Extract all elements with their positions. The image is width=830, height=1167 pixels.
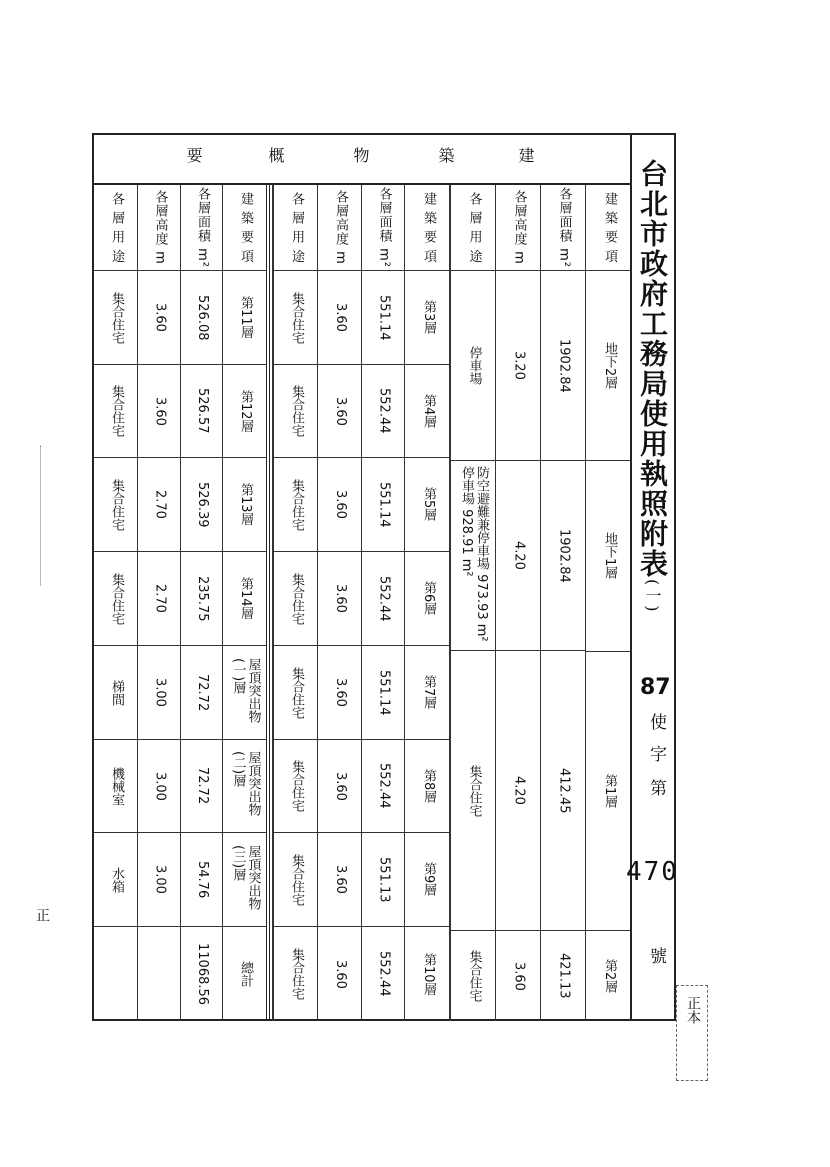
row-use bbox=[450, 185, 495, 1021]
cell: 第14層 bbox=[237, 577, 253, 620]
margin-mark: 正 bbox=[34, 908, 50, 922]
label-height: 各層高度 m bbox=[511, 190, 527, 265]
cell: 機械室 bbox=[108, 766, 124, 806]
cell: 551.14 bbox=[376, 669, 392, 716]
cell: 4.20 bbox=[511, 541, 527, 570]
cell: 集合住宅 bbox=[288, 948, 304, 1000]
cell: 水箱 bbox=[108, 866, 124, 893]
row-area bbox=[180, 185, 222, 1021]
cell: 屋頂突出物(二)層 bbox=[230, 751, 261, 816]
cell: 235.75 bbox=[194, 575, 210, 622]
cell: 3.60 bbox=[332, 865, 348, 894]
cell: 552.44 bbox=[376, 951, 392, 997]
cell: 3.20 bbox=[511, 351, 527, 380]
permit-number: 470 bbox=[626, 857, 679, 887]
cell: 地下1層 bbox=[601, 532, 617, 580]
cell: 3.60 bbox=[152, 303, 168, 332]
cell: 551.13 bbox=[376, 856, 392, 903]
section-char: 建 bbox=[516, 147, 535, 163]
cell: 第11層 bbox=[237, 296, 253, 339]
cell: 第10層 bbox=[420, 952, 436, 996]
row-height bbox=[495, 185, 540, 1021]
cell: 551.14 bbox=[376, 294, 392, 341]
label-item: 建 築 要 項 bbox=[601, 191, 617, 264]
row-item bbox=[222, 185, 266, 1021]
row-height bbox=[317, 185, 361, 1021]
cell: 3.60 bbox=[332, 490, 348, 519]
cell: 11068.56 bbox=[194, 942, 210, 1006]
section-char: 要 bbox=[184, 147, 203, 163]
cell: 551.14 bbox=[376, 481, 392, 528]
double-divider bbox=[266, 185, 270, 1021]
cell: 2.70 bbox=[152, 584, 168, 613]
cell: 421.13 bbox=[556, 953, 572, 999]
label-use: 各 層 用 途 bbox=[288, 191, 304, 264]
cell: 停車場 bbox=[466, 346, 482, 385]
cell: 第12層 bbox=[237, 389, 253, 433]
cell: 第3層 bbox=[420, 300, 436, 335]
cell: 72.72 bbox=[194, 767, 210, 805]
permit-zi: 字 bbox=[646, 745, 666, 762]
cell: 3.60 bbox=[332, 678, 348, 707]
cell: 集合住宅 bbox=[108, 572, 124, 625]
cell: 第9層 bbox=[420, 862, 436, 897]
label-area: 各層面積 m² bbox=[194, 186, 210, 268]
cell: 1902.84 bbox=[556, 528, 572, 583]
cell: 3.00 bbox=[152, 771, 168, 801]
table-block-2 bbox=[272, 185, 449, 1021]
label-item: 建 築 要 項 bbox=[237, 191, 253, 264]
row-area bbox=[540, 185, 585, 1021]
cell: 3.60 bbox=[152, 396, 168, 426]
cell: 54.76 bbox=[194, 860, 210, 899]
cell: 屋頂突出物(三)層 bbox=[230, 844, 261, 910]
cell: 第6層 bbox=[420, 581, 436, 616]
cell: 552.44 bbox=[376, 575, 392, 622]
stamp-text: 正本 bbox=[685, 996, 701, 1024]
cell: 3.60 bbox=[332, 771, 348, 801]
cell: 總計 bbox=[237, 961, 253, 987]
cell: 3.60 bbox=[332, 303, 348, 332]
permit-shi: 使 bbox=[646, 713, 666, 730]
cell: 2.70 bbox=[152, 490, 168, 519]
cell: 1902.84 bbox=[556, 338, 572, 393]
label-height: 各層高度 m bbox=[332, 190, 348, 265]
seal-stamp bbox=[676, 985, 708, 1081]
table-block-1 bbox=[449, 185, 630, 1021]
cell: 集合住宅 bbox=[466, 950, 482, 1002]
cell: 集合住宅 bbox=[288, 853, 304, 906]
cell: 3.60 bbox=[511, 961, 527, 991]
cell: 集合住宅 bbox=[108, 385, 124, 437]
cell: 第5層 bbox=[420, 487, 436, 522]
row-item bbox=[404, 185, 450, 1021]
label-area: 各層面積 m² bbox=[556, 186, 572, 268]
cell: 3.00 bbox=[152, 865, 168, 894]
cell: 集合住宅 bbox=[466, 764, 482, 817]
permit-hao: 號 bbox=[646, 947, 666, 964]
cell: 412.45 bbox=[556, 767, 572, 814]
row-height bbox=[137, 185, 180, 1021]
cell: 集合住宅 bbox=[288, 291, 304, 344]
cell: 第8層 bbox=[420, 768, 436, 804]
row-item bbox=[585, 185, 631, 1021]
section-char: 概 bbox=[266, 147, 285, 163]
row-area bbox=[361, 185, 404, 1021]
cell: 屋頂突出物(一)層 bbox=[230, 657, 261, 723]
table-block-3 bbox=[94, 185, 266, 1021]
label-use: 各 層 用 途 bbox=[466, 191, 482, 264]
section-char: 物 bbox=[351, 147, 370, 163]
cell: 526.39 bbox=[194, 481, 210, 528]
cell: 3.00 bbox=[152, 678, 168, 707]
title-strip bbox=[626, 135, 679, 1019]
cell: 3.60 bbox=[332, 584, 348, 613]
label-height: 各層高度 m bbox=[152, 190, 168, 265]
cell: 3.60 bbox=[332, 959, 348, 989]
cell: 72.72 bbox=[194, 673, 210, 712]
permit-table-sheet bbox=[92, 133, 679, 1021]
cell: 526.57 bbox=[194, 388, 210, 434]
cell: 集合住宅 bbox=[288, 478, 304, 531]
section-char: 築 bbox=[436, 147, 455, 163]
cell: 第4層 bbox=[420, 393, 436, 429]
cell: 地下2層 bbox=[601, 341, 617, 390]
cell: 集合住宅 bbox=[288, 760, 304, 812]
cell: 集合住宅 bbox=[288, 385, 304, 437]
cell: 3.60 bbox=[332, 396, 348, 426]
cell: 梯間 bbox=[108, 679, 124, 706]
cell: 防空避難兼停車場 973.93 m² 停車場 928.91 m² bbox=[459, 465, 489, 642]
row-use bbox=[273, 185, 317, 1021]
document-title bbox=[636, 159, 672, 613]
section-heading bbox=[94, 135, 630, 185]
permit-prefix: 87 bbox=[640, 675, 671, 700]
cell: 集合住宅 bbox=[108, 291, 124, 344]
cell: 集合住宅 bbox=[288, 572, 304, 625]
label-use: 各 層 用 途 bbox=[108, 191, 124, 264]
cell: 第13層 bbox=[237, 483, 253, 526]
cell: 552.44 bbox=[376, 388, 392, 434]
cell: 集合住宅 bbox=[108, 478, 124, 531]
label-item: 建 築 要 項 bbox=[420, 191, 436, 264]
cell: 552.44 bbox=[376, 763, 392, 809]
cell: 第1層 bbox=[601, 773, 617, 809]
cell: 集合住宅 bbox=[288, 666, 304, 719]
permit-di: 第 bbox=[646, 779, 666, 796]
cell: 第7層 bbox=[420, 675, 436, 710]
cell: 第2層 bbox=[601, 958, 617, 994]
label-area: 各層面積 m² bbox=[376, 186, 392, 268]
cell: 4.20 bbox=[511, 776, 527, 805]
cell: 526.08 bbox=[194, 294, 210, 341]
title-main: 台北市政府工務局使用執照附表 bbox=[636, 159, 669, 579]
title-suffix: (一) bbox=[643, 579, 662, 614]
